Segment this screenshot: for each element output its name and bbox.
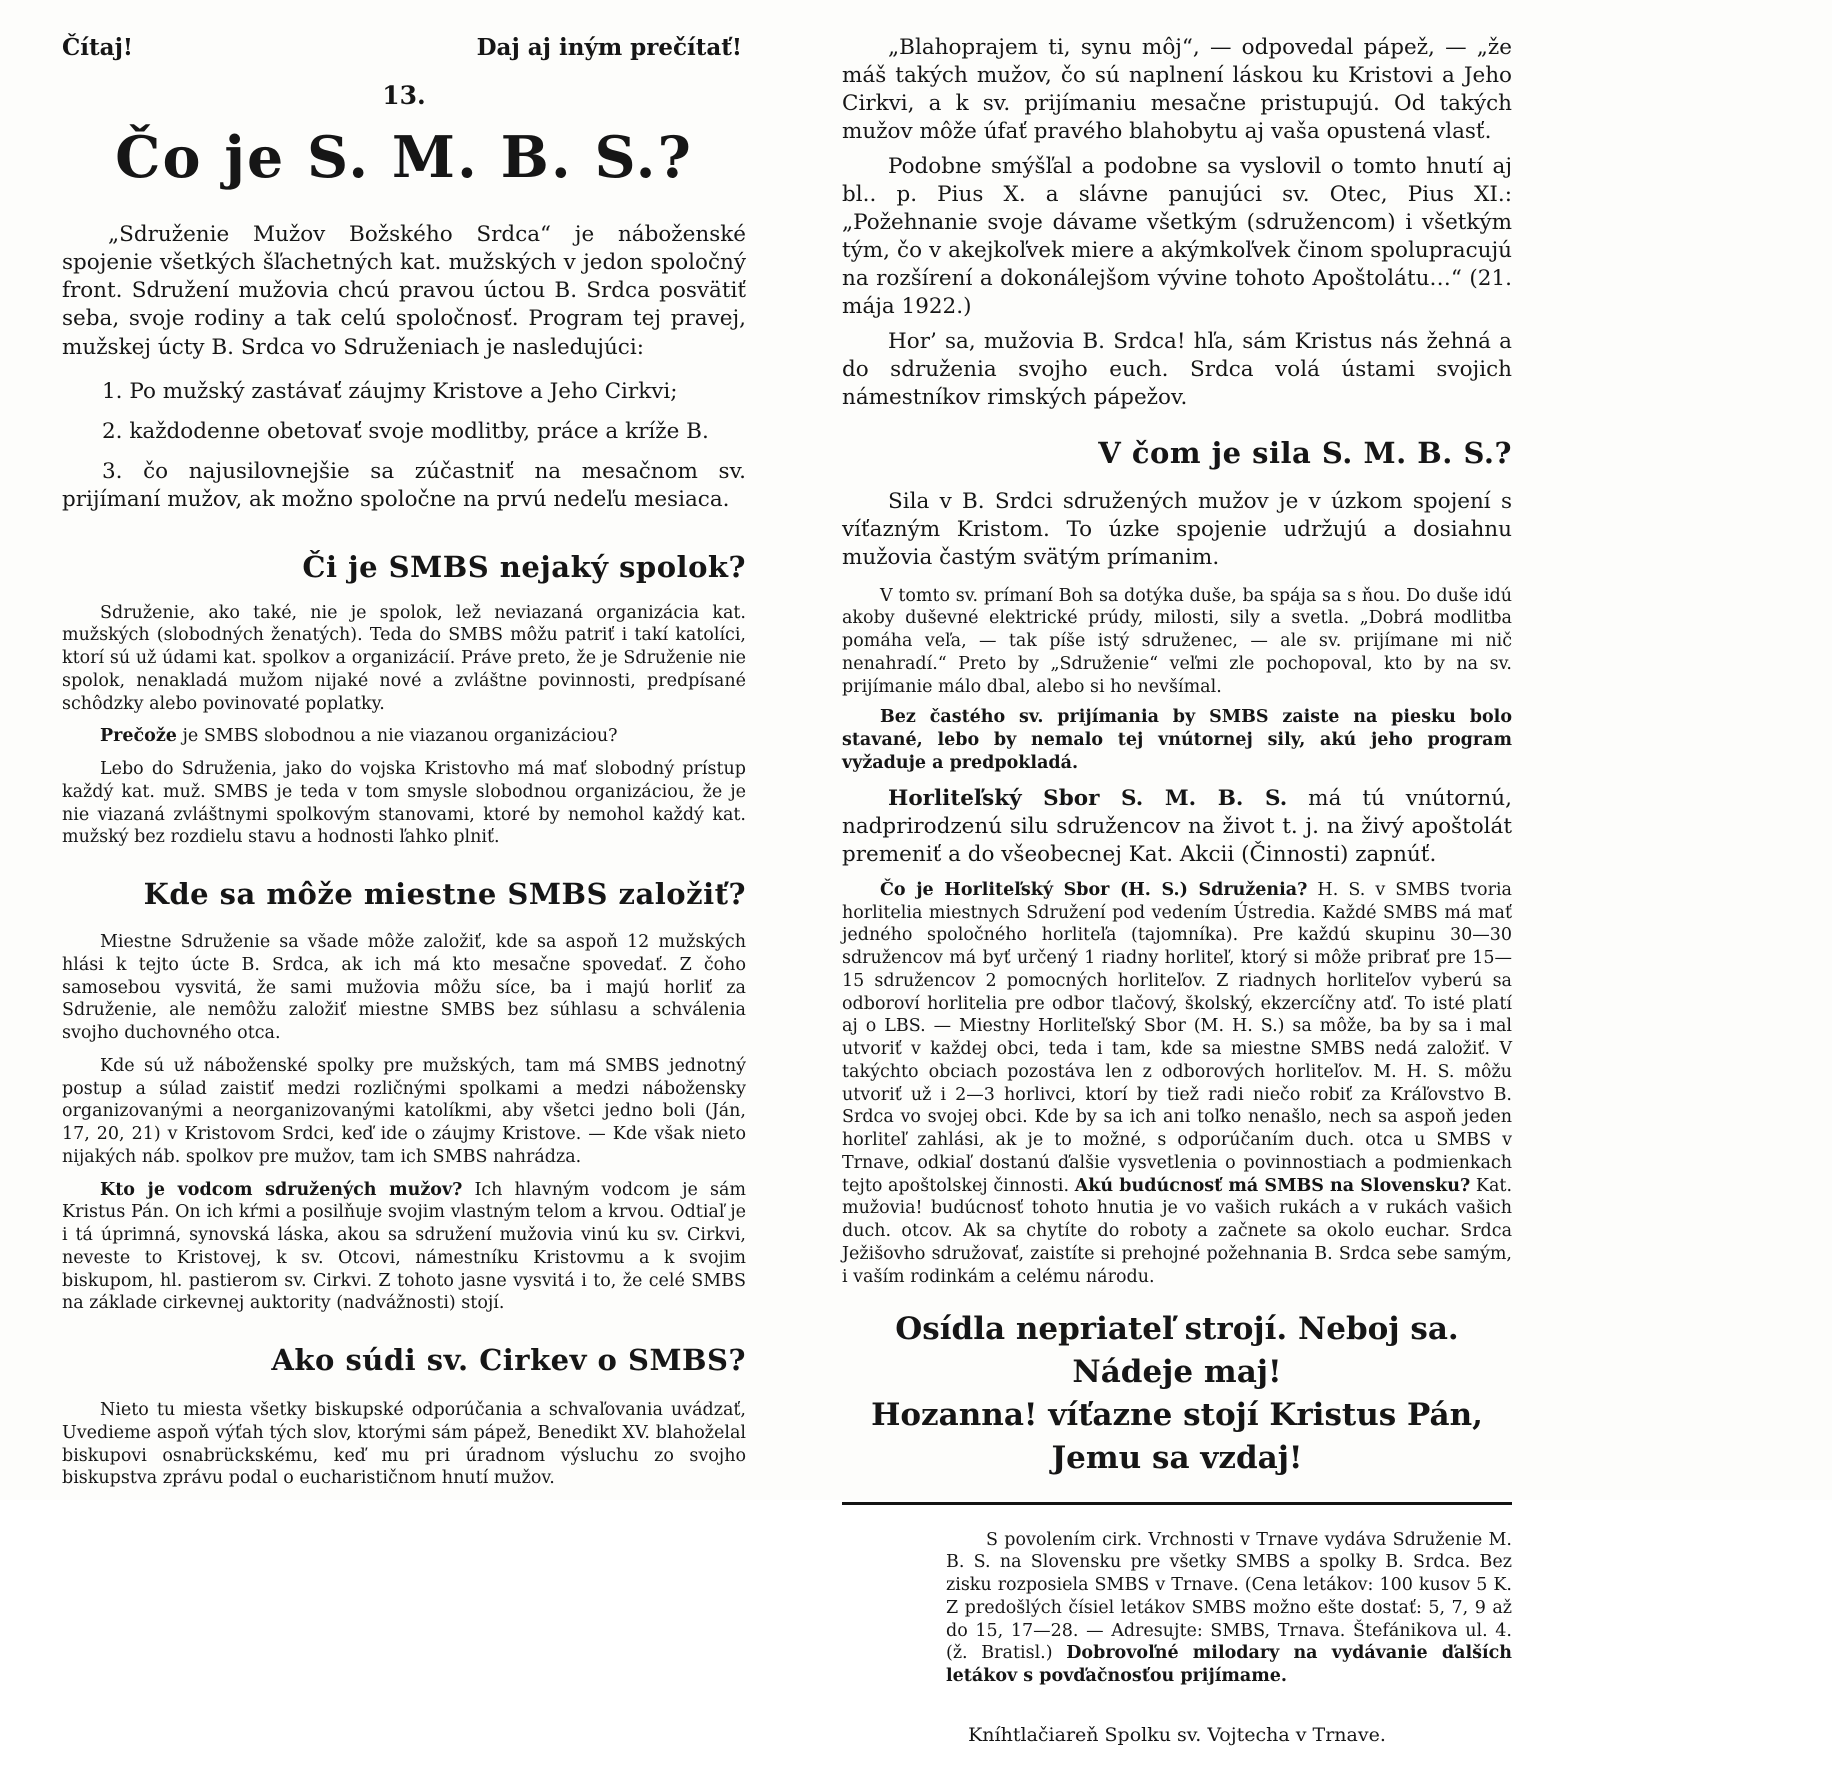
- paragraph-lead: Kto je vodcom sdružených mužov?: [100, 1179, 463, 1200]
- leaflet-number: 13.: [382, 81, 426, 110]
- paragraph-lead: Horliteľský Sbor S. M. B. S.: [888, 785, 1288, 811]
- paragraph: [62, 1179, 746, 1316]
- paragraph-text: Ich hlavným vodcom je sám Kristus Pán. On ich kŕmi a posilňuje svojim vlastným telom a krvou. Odtiaľ je i tá úprimná, synovská láska, akou sa sdružení mužovia vinú ku sv. Cirkvi, neveste to Kristovej, k sv. Otcovi, námestníku Kristovmu a k svojim biskupom, hl. pastierom sv. Cirkvi. Z tohoto jasne vysvitá i to, že celé SMBS na základe cirkevnej auktority (nadvážnosti) stojí.: [62, 1179, 746, 1314]
- left-column: [62, 34, 746, 1490]
- paragraph: V tomto sv. prímaní Boh sa dotýka duše, ba spája sa s ňou. Do duše idú akoby duševné elektrické prúdy, milosti, sily a svetla. „Dobrá modlitba pomáha veľa, — tak píše istý sdruženec, — ale sv. prijímane mi nič nenahradí.“ Preto by „Sdruženie“ veľmi zle pochopoval, kto by na sv. prijímanie málo dbal, alebo si ho nevšímal.: [842, 585, 1512, 697]
- paragraph-text: Kat. mužovia! budúcnosť tohoto hnutia je vo vašich rukách a v rukách vašich duch. otcov. Ak sa chytíte do roboty a začnete sa okolo euchar. Srdca Ježišovho sdružovať, zaistíte si prehojné požehnania B. Srdca sebe samým, i vaším rodinkám a celému národu.: [842, 1175, 1513, 1287]
- paragraph: [842, 879, 1512, 1289]
- paragraph: Podobne smýšľal a podobne sa vyslovil o tomto hnutí aj bl.. p. Pius X. a slávne panujúci sv. Otec, Pius XI.: „Požehnanie svoje dávame všetkým (sdružencom) i všetkým tým, čo v akejkoľvek miere a akýmkoľvek činom spolupracujú na rozšírení a dokonálejšom vývine tohoto Apoštolátu…“ (21. mája 1922.): [842, 153, 1512, 320]
- masthead-right-text: Daj aj iným prečítať!: [476, 34, 742, 61]
- imprint-text: S povolením cirk. Vrchnosti v Trnave vydáva Sdruženie M. B. S. na Slovensku pre všetky SMBS a spolky B. Srdca. Bez zisku rozposiela SMBS v Trnave. (Cena letákov: 100 kusov 5 K. Z predošlých čísiel letákov SMBS možno ešte dostať: 5, 7, 9 až do 15, 17—28. — Adresujte: SMBS, Trnava. Štefánikova ul. 4. (ž. Bratisl.): [946, 1529, 1512, 1664]
- masthead: [62, 34, 746, 61]
- imprint-bold-text: Dobrovoľné milodary na vydávanie ďalších letákov s povďačnosťou prijímame.: [946, 1643, 1512, 1687]
- paragraph-text: H. S. v SMBS tvoria horlitelia miestnych Sdružení pod vedením Ústredia. Každé SMBS má mať jedného spoločného horliteľa (tajomníka). Pre každú skupinu 30—30 sdružencov má byť určený 1 riadny horliteľ, ktorý si môže pribrať pre 15—15 sdružencov 2 pomocných horliteľov. Z riadnych horliteľov vyberú sa odboroví horlitelia pre odbor tlačový, školský, ekzercíčny atď. To isté platí aj o LBS. — Miestny Horliteľský Sbor (M. H. S.) sa môže, ba by sa i mal utvoriť v každej obci, teda i tam, kde sa miestne SMBS nedá založiť. V takýchto obciach pozostáva len z odborových horliteľov. M. H. S. môžu utvoriť už i 2—3 horlivci, ktorí by tiež radi niečo robiť za Kráľovstvo B. Srdca vo svojej obci. Kde by sa ich ani toľko nenašlo, nech sa aspoň jeden horliteľ zahlási, ak je to možné, s odporúčaním duch. otca u SMBS v Trnave, odkiaľ dostanú ďalšie vysvetlenia o povinnostiach a podmienkach tejto apoštolskej činnosti.: [842, 879, 1512, 1196]
- paragraph-bold: Bez častého sv. prijímania by SMBS zaiste na piesku bolo stavané, lebo by nemalo tej vnútornej sily, akú jeho program vyžaduje a predpokladá.: [842, 707, 1512, 773]
- paragraph: „Blahoprajem ti, synu môj“, — odpovedal pápež, — „že máš takých mužov, čo sú naplnení láskou ku Kristovi a Jeho Cirkvi, a k sv. prijímaniu mesačne pristupujú. Od takých mužov môže úfať pravého blahobytu aj vaša opustená vlasť.: [842, 35, 1512, 145]
- paragraph: Lebo do Sdruženia, jako do vojska Kristovho má mať slobodný prístup každý kat. muž. SMBS je teda v tom smysle slobodnou organizáciou, že je nie viazaná zvláštnymi spolkovým stanovami, ktoré by nemohol každý kat. mužský bez rozdielu stavu a hodnosti ľahko plniť.: [62, 759, 746, 848]
- program-item-1: 1. Po mužský zastávať záujmy Kristove a Jeho Cirkvi;: [102, 378, 678, 404]
- motto-line-1: Osídla nepriateľ strojí. Neboj sa. Nádeje maj!: [895, 1311, 1459, 1391]
- paragraph: Sila v B. Srdci sdružených mužov je v úzkom spojení s víťazným Kristom. To úzke spojenie udržujú a dosiahnu mužovia častým svätým prímanim.: [842, 489, 1512, 571]
- program-item-3: 3. čo najusilovnejšie sa zúčastniť na mesačnom sv. prijímaní mužov, ak možno spoločne na prvú nedeľu mesiaca.: [62, 458, 746, 512]
- divider-rule: [842, 1502, 1512, 1505]
- imprint-paragraph: [946, 1529, 1512, 1688]
- program-item-2: 2. každodenne obetovať svoje modlitby, práce a kríže B.: [102, 418, 709, 444]
- section-heading-cirkev: Ako súdi sv. Cirkev o SMBS?: [271, 1343, 746, 1378]
- paragraph: Hor’ sa, mužovia B. Srdca! hľa, sám Kristus nás žehná a do sdruženia svojho euch. Srdca volá ústami svojich námestníkov rimských pápežov.: [842, 328, 1512, 410]
- paragraph: Nieto tu miesta všetky biskupské odporúčania a schvaľovania uvádzať, Uvedieme aspoň výťah tých slov, ktorými sám pápež, Benedikt XV. blahoželal biskupovi osnabrückskému, keď mu pri úradnom výsluchu zo svojho biskupstva zprávu podal o eucharističnom hnutí mužov.: [62, 1400, 746, 1489]
- paragraph: [842, 785, 1512, 869]
- right-column: [842, 34, 1512, 1765]
- paragraph-lead: Čo je Horliteľský Sbor (H. S.) Sdruženia?: [880, 879, 1308, 900]
- section-heading-sila: V čom je sila S. M. B. S.?: [1098, 436, 1512, 471]
- motto-line-2: Hozanna! víťazne stojí Kristus Pán, Jemu sa vzdaj!: [871, 1397, 1483, 1476]
- paragraph: [62, 725, 746, 748]
- paragraph-lead: Prečože: [100, 726, 177, 747]
- paragraph: Sdruženie, ako také, nie je spolok, lež neviazaná organizácia kat. mužských (slobodných ženatých). Teda do SMBS môžu patriť i takí katolíci, ktorí sú už údami kat. spolkov a organizácií. Práve preto, že je Sdruženie nie spolok, nenakladá mužom nijaké nové a zvláštne povinnosti, predpísané schôdzky alebo povinovaté poplatky.: [62, 602, 746, 714]
- intro-paragraph: „Sdruženie Mužov Božského Srdca“ je náboženské spojenie všetkých šľachetných kat. mužských v jedon spoločný front. Sdružení mužovia chcú pravou úctou B. Srdca posvätiť seba, svoje rodiny a tak celú spoločnosť. Program tej pravej, mužskej úcty B. Srdca vo Sdruženiach je nasledujúci:: [62, 222, 746, 360]
- section-heading-spolok: Či je SMBS nejaký spolok?: [302, 549, 746, 584]
- paragraph-text: je SMBS slobodnou a nie viazanou organizáciou?: [176, 726, 618, 747]
- paragraph: Kde sú už náboženské spolky pre mužských, tam má SMBS jednotný postup a súlad zaistiť medzi rozličnými spolkami a medzi nábožensky organizovanými a neorganizovanými katolíkmi, aby všetci jedno boli (Ján, 17, 20, 21) v Kristovom Srdci, keď ide o záujmy Kristove. — Kde však nieto nijakých náb. spolkov pre mužov, tam ich SMBS nahrádza.: [62, 1055, 746, 1167]
- section-heading-zalozit: Kde sa môže miestne SMBS založiť?: [143, 877, 746, 912]
- paragraph-text: má tú vnútornú, nadprirodzenú silu sdružencov na život t. j. na živý apoštolát premeniť a do všeobecnej Kat. Akcii (Činnosti) zapnúť.: [842, 785, 1512, 867]
- paragraph-lead: Akú budúcnosť má SMBS na Slovensku?: [1074, 1175, 1471, 1196]
- paragraph: Miestne Sdruženie sa všade môže založiť, kde sa aspoň 12 mužských hlási k tejto úcte B. Srdca, ak ich má kto mesačne spovedať. Z čoho samosebou vysvitá, že sami mužovia môžu síce, ba i majú horliť za Sdruženie, ale nemôžu založiť miestne SMBS bez súhlasu a schválenia svojho duchovného otca.: [62, 932, 746, 1044]
- page-title: Čo je S. M. B. S.?: [115, 124, 693, 191]
- printer-line: Kníhtlačiareň Spolku sv. Vojtecha v Trnave.: [968, 1723, 1386, 1746]
- masthead-left-text: Čítaj!: [62, 34, 133, 61]
